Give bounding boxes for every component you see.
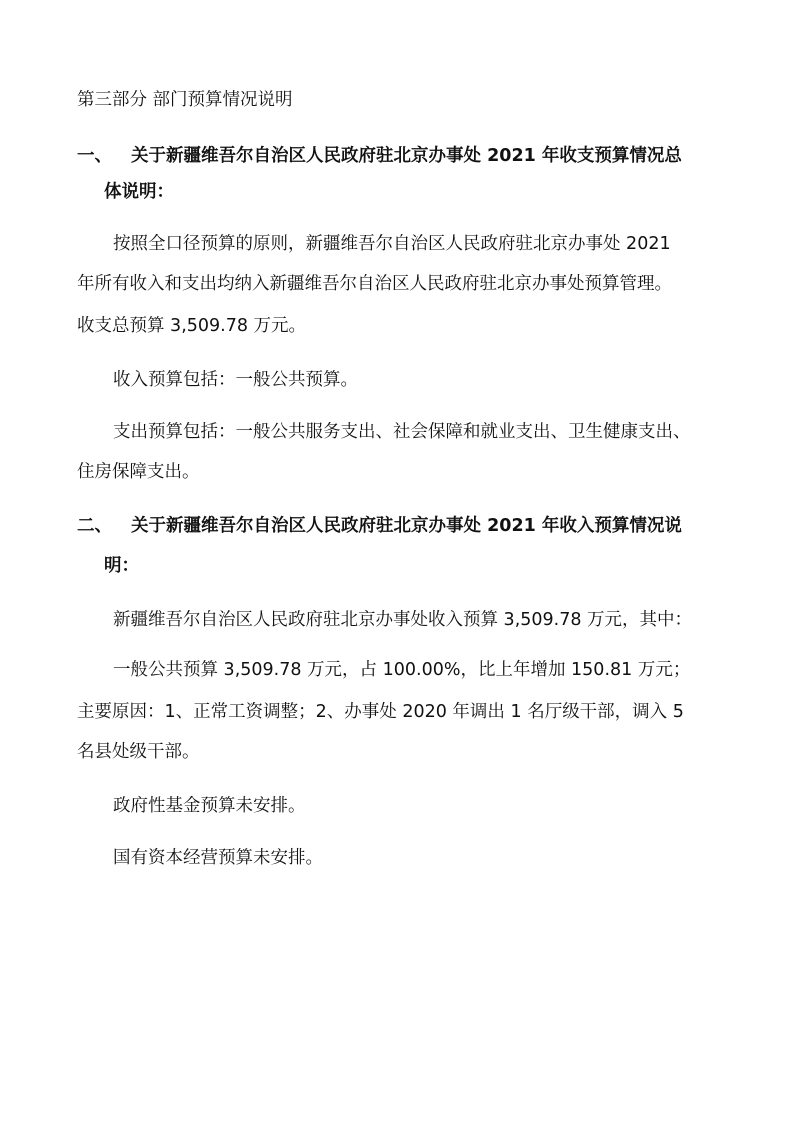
section-1-heading xyxy=(77,144,717,204)
section-1-paragraph-3-line-2: 住房保障支出。 xyxy=(77,462,200,482)
section-2-paragraph-3: 政府性基金预算未安排。 xyxy=(113,796,306,816)
section-2-heading xyxy=(77,514,717,574)
section-2-paragraph-4: 国有资本经营预算未安排。 xyxy=(113,848,323,868)
section-1-title-line-1: 关于新疆维吾尔自治区人民政府驻北京办事处 2021 年收支预算情况总 xyxy=(131,146,682,166)
section-2-paragraph-2-line-1: 一般公共预算 3,509.78 万元，占 100.00%，比上年增加 150.81 万元； xyxy=(113,660,691,680)
section-1-paragraph-3-line-1: 支出预算包括：一般公共服务支出、社会保障和就业支出、卫生健康支出、 xyxy=(113,422,691,442)
section-1-paragraph-1-line-3: 收支总预算 3,509.78 万元。 xyxy=(77,316,307,336)
section-2-title-line-1: 关于新疆维吾尔自治区人民政府驻北京办事处 2021 年收入预算情况说 xyxy=(131,516,682,536)
section-2-paragraph-2-line-2: 主要原因：1、正常工资调整；2、办事处 2020 年调出 1 名厅级干部，调入 5 xyxy=(77,702,684,722)
section-1-paragraph-1-line-1: 按照全口径预算的原则，新疆维吾尔自治区人民政府驻北京办事处 2021 xyxy=(113,234,671,254)
section-1-paragraph-1-line-2: 年所有收入和支出均纳入新疆维吾尔自治区人民政府驻北京办事处预算管理。 xyxy=(77,274,672,294)
section-2-paragraph-1: 新疆维吾尔自治区人民政府驻北京办事处收入预算 3,509.78 万元，其中： xyxy=(113,610,693,630)
section-2-title-line-2: 明： xyxy=(104,556,139,576)
section-1-title-line-2: 体说明： xyxy=(104,182,174,202)
section-1-number: 一、 xyxy=(77,146,112,166)
section-2-number: 二、 xyxy=(77,516,112,536)
section-2-paragraph-2-line-3: 名县处级干部。 xyxy=(77,742,200,762)
section-1-paragraph-2: 收入预算包括：一般公共预算。 xyxy=(113,370,358,390)
part-title: 第三部分 部门预算情况说明 xyxy=(77,90,293,110)
